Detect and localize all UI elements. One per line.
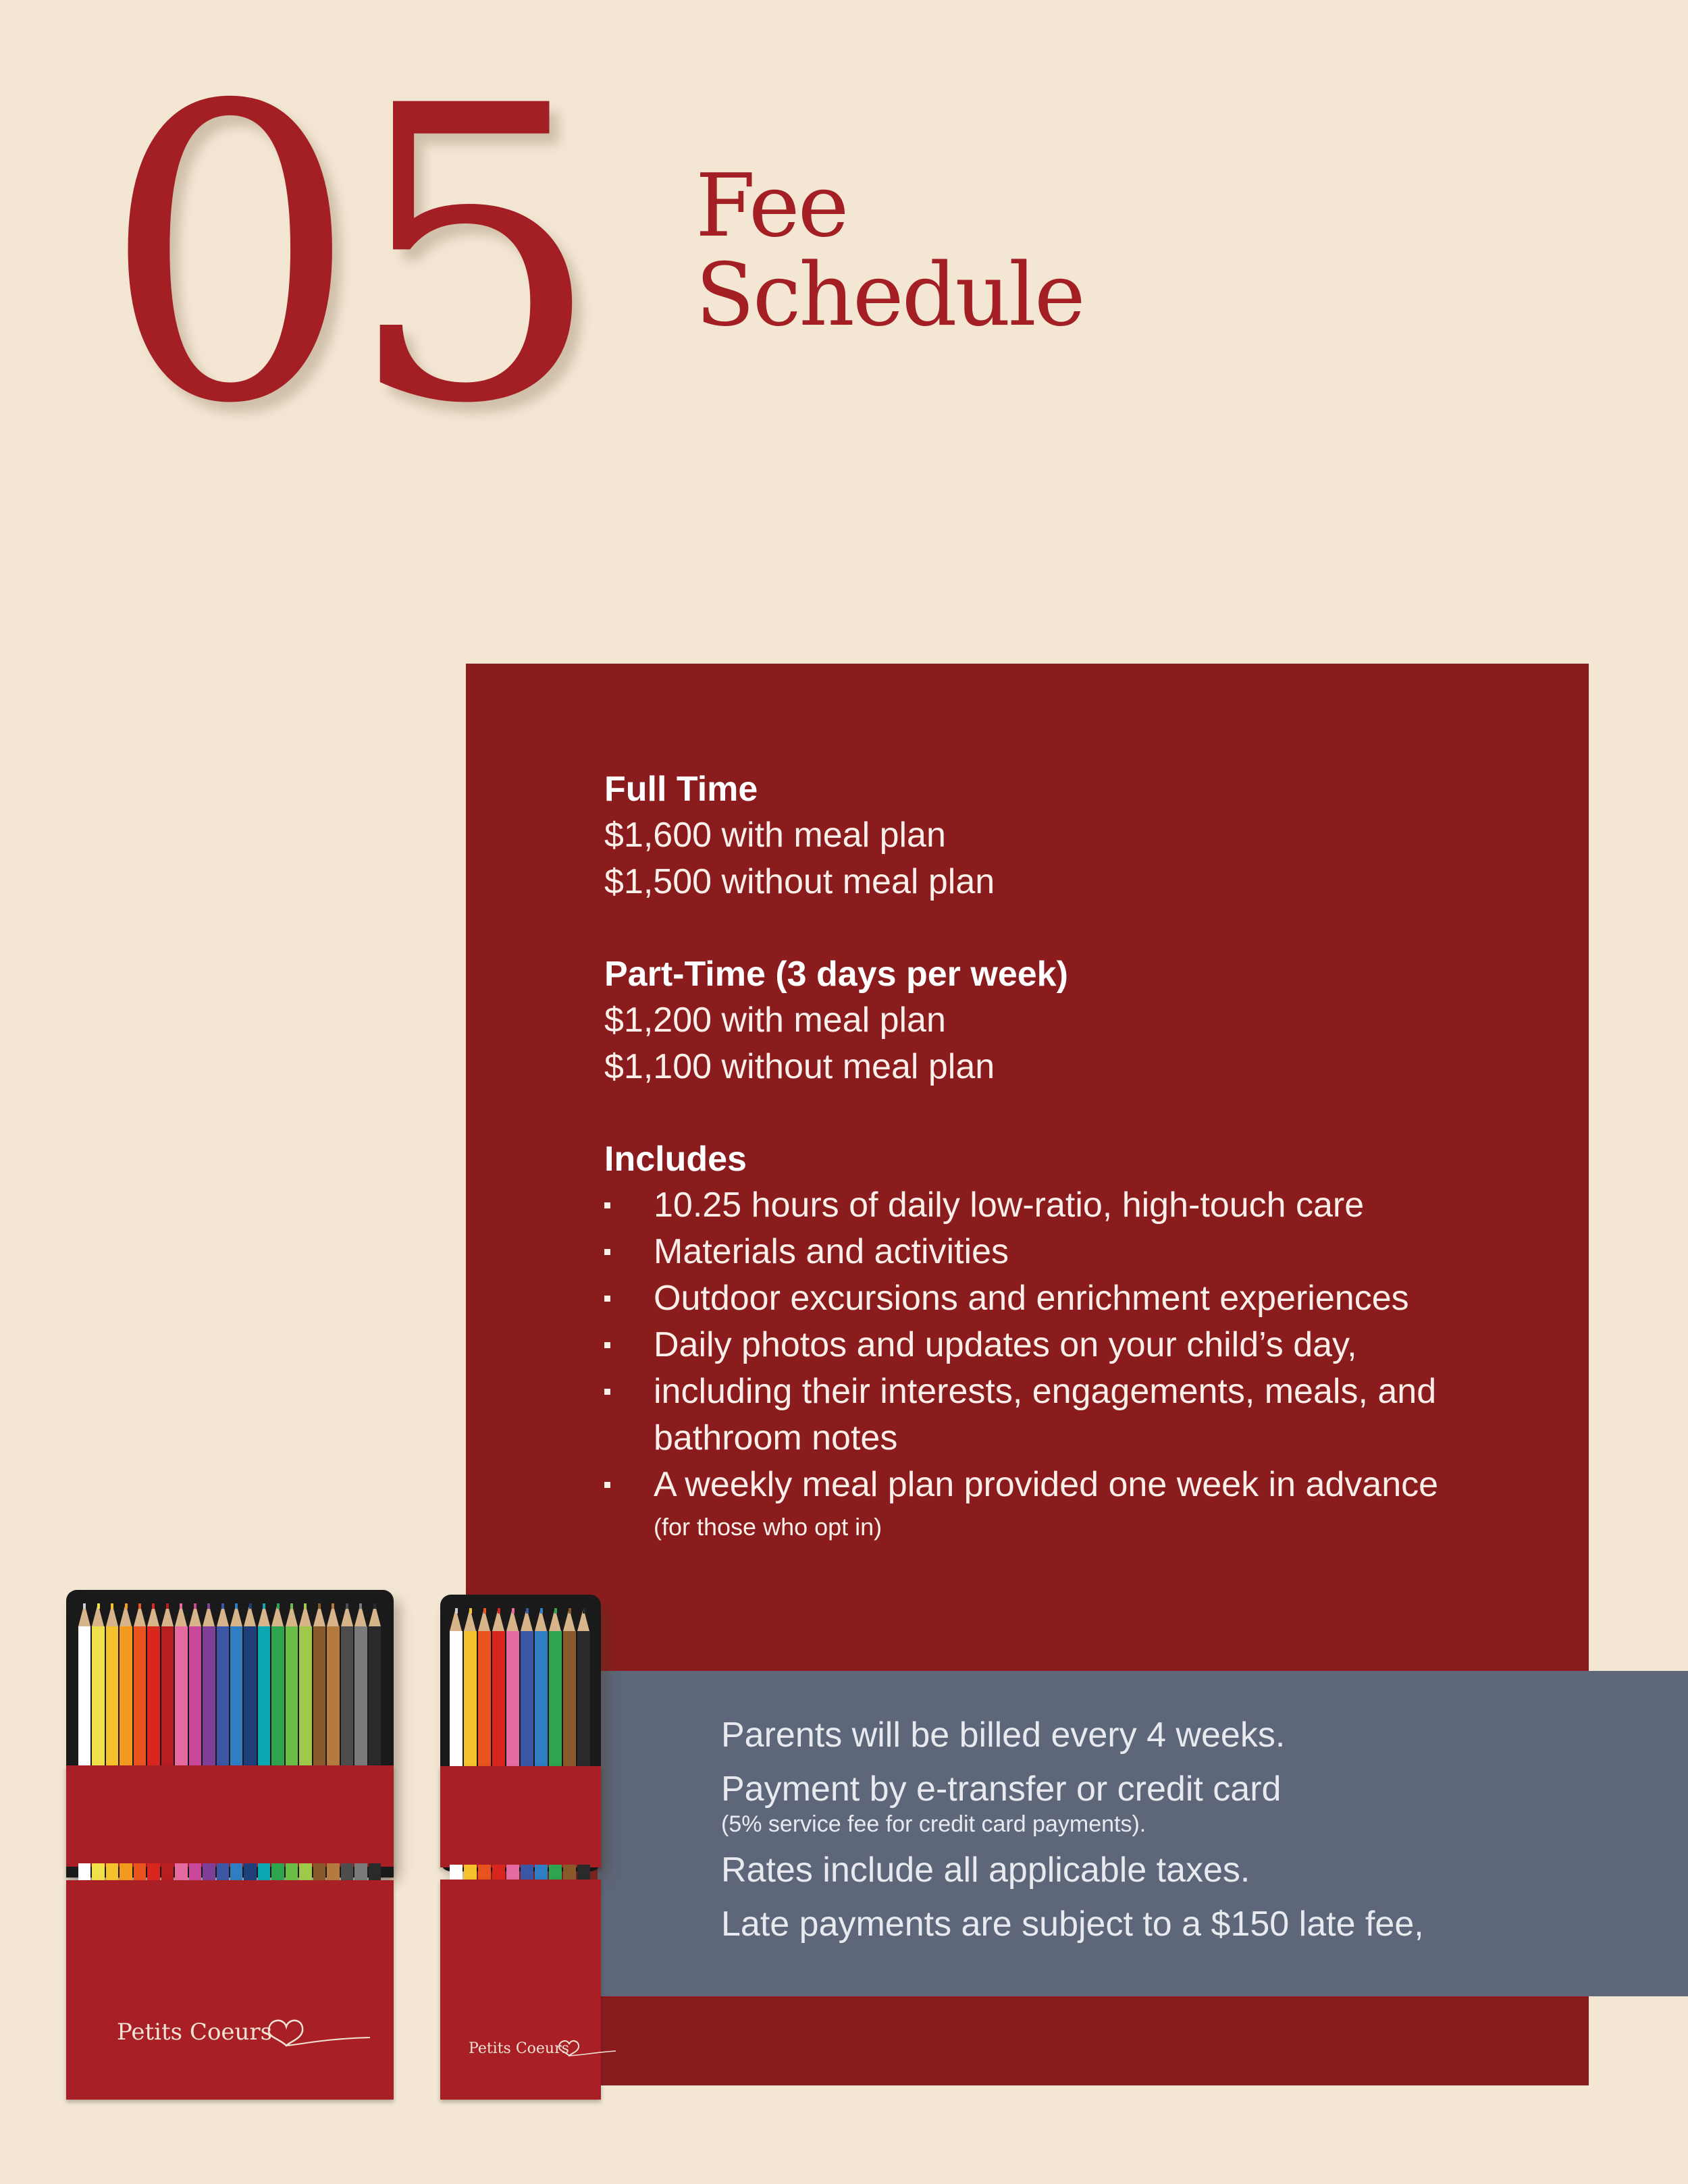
list-item <box>604 1182 1536 1229</box>
bullet-icon <box>604 1482 610 1488</box>
billing-frequency: Parents will be billed every 4 weeks. <box>721 1715 1286 1755</box>
bullet-icon <box>604 1249 610 1255</box>
late-fee-note: Late payments are subject to a $150 late fee, <box>721 1905 1424 1944</box>
pencil-box-small <box>440 1595 601 2100</box>
title-line-2: Schedule <box>695 245 1084 346</box>
billing-content <box>721 1708 1666 1951</box>
full-time-group <box>604 766 1536 905</box>
brand-logo <box>117 2019 272 2046</box>
page-title <box>695 156 1084 346</box>
title-line-1: Fee <box>695 156 847 257</box>
list-item <box>604 1229 1536 1275</box>
bullet-icon <box>604 1342 610 1348</box>
list-item <box>604 1368 1536 1462</box>
taxes-note: Rates include all applicable taxes. <box>721 1850 1250 1890</box>
list-item <box>604 1462 1536 1508</box>
list-item-text: including their interests, engagements, meals, and <box>654 1372 1437 1411</box>
part-time-without-meal: $1,100 without meal plan <box>604 1047 995 1086</box>
heart-icon <box>555 2035 616 2059</box>
bullet-icon <box>604 1389 610 1395</box>
list-item-text: Materials and activities <box>654 1232 1009 1271</box>
list-item-text: Outdoor excursions and enrichment experiences <box>654 1279 1409 1318</box>
part-time-heading: Part-Time (3 days per week) <box>604 955 1068 994</box>
payment-methods: Payment by e-transfer or credit card <box>721 1769 1282 1809</box>
includes-heading: Includes <box>604 1140 747 1179</box>
full-time-heading: Full Time <box>604 770 758 809</box>
brand-text-small: Petits Coeurs <box>469 2040 569 2057</box>
brand-logo-small <box>469 2040 569 2057</box>
sleeve-top-small <box>440 1766 601 1867</box>
sleeve-bottom <box>66 1880 394 2100</box>
list-item-text: A weekly meal plan provided one week in advance <box>654 1465 1439 1504</box>
bullet-icon <box>604 1296 610 1302</box>
brand-text: Petits Coeurs <box>117 2019 273 2046</box>
pencil-band-small <box>450 1865 591 1880</box>
list-item <box>604 1275 1536 1322</box>
full-time-without-meal: $1,500 without meal plan <box>604 862 995 901</box>
list-item-text: 10.25 hours of daily low-ratio, high-touch care <box>654 1186 1365 1225</box>
sleeve-top <box>66 1765 394 1867</box>
part-time-group <box>604 951 1536 1090</box>
part-time-with-meal: $1,200 with meal plan <box>604 1001 946 1040</box>
pencil-box-large <box>66 1590 394 2100</box>
bullet-icon <box>604 1202 610 1208</box>
fee-content <box>604 766 1536 1546</box>
list-item-text: Daily photos and updates on your child’s day, <box>654 1325 1357 1364</box>
sleeve-bottom-small <box>440 1880 601 2100</box>
includes-group <box>604 1136 1536 1546</box>
heart-icon <box>262 2010 370 2051</box>
credit-card-fee-note: (5% service fee for credit card payments). <box>721 1811 1146 1837</box>
section-number: 05 <box>101 20 590 492</box>
full-time-with-meal: $1,600 with meal plan <box>604 816 946 855</box>
includes-list <box>604 1182 1536 1508</box>
list-item-continuation: bathroom notes <box>654 1418 898 1458</box>
includes-note: (for those who opt in) <box>654 1513 882 1541</box>
list-item <box>604 1322 1536 1368</box>
pencil-band-large <box>78 1863 382 1881</box>
